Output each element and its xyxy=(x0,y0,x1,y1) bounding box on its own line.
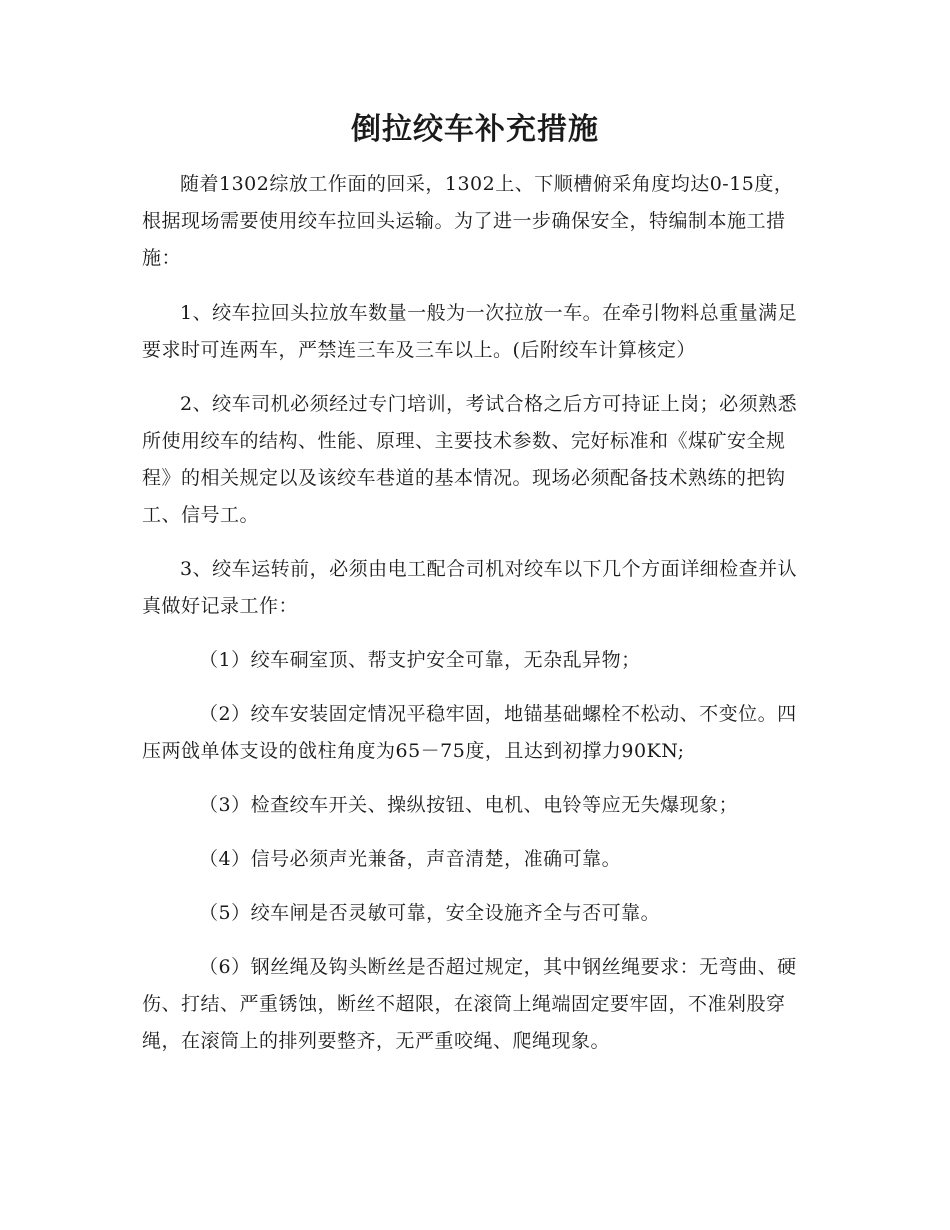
item-paragraph-1: 1、绞车拉回头拉放车数量一般为一次拉放一车。在牵引物料总重量满足要求时可连两车，严禁连三车及三车以上。(后附绞车计算核定） xyxy=(142,302,798,361)
document-body xyxy=(142,166,810,1077)
item-paragraph-3: 3、绞车运转前，必须由电工配合司机对绞车以下几个方面详细检查并认真做好记录工作： xyxy=(142,558,798,617)
subitem-paragraph-4: （4）信号必须声光兼备，声音清楚，准确可靠。 xyxy=(199,848,622,870)
subitem-paragraph-6: （6）钢丝绳及钩头断丝是否超过规定，其中钢丝绳要求：无弯曲、硬伤、打结、严重锈蚀，断丝不超限，在滚筒上绳端固定要牢固，不准剁股穿绳，在滚筒上的排列要整齐，无严重咬绳、爬绳现象。 xyxy=(142,956,797,1052)
document-title: 倒拉绞车补充措施 xyxy=(351,112,599,147)
item-paragraph-2: 2、绞车司机必须经过专门培训，考试合格之后方可持证上岗；必须熟悉所使用绞车的结构、性能、原理、主要技术参数、完好标准和《煤矿安全规程》的相关规定以及该绞车巷道的基本情况。现场必须配备技术熟练的把钩工、信号工。 xyxy=(142,393,798,526)
subitem-paragraph-2: （2）绞车安装固定情况平稳牢固，地锚基础螺栓不松动、不变位。四压两戗单体支设的戗柱角度为65－75度，且达到初撑力90KN; xyxy=(142,703,797,762)
subitem-paragraph-1: （1）绞车硐室顶、帮支护安全可靠，无杂乱异物； xyxy=(199,649,641,671)
intro-paragraph: 随着1302综放工作面的回采，1302上、下顺槽俯采角度均达0-15度，根据现场需要使用绞车拉回头运输。为了进一步确保安全，特编制本施工措施： xyxy=(142,173,794,269)
subitem-paragraph-5: （5）绞车闸是否灵敏可靠，安全设施齐全与否可靠。 xyxy=(199,902,661,924)
subitem-paragraph-3: （3）检查绞车开关、操纵按钮、电机、电铃等应无失爆现象； xyxy=(199,794,739,816)
